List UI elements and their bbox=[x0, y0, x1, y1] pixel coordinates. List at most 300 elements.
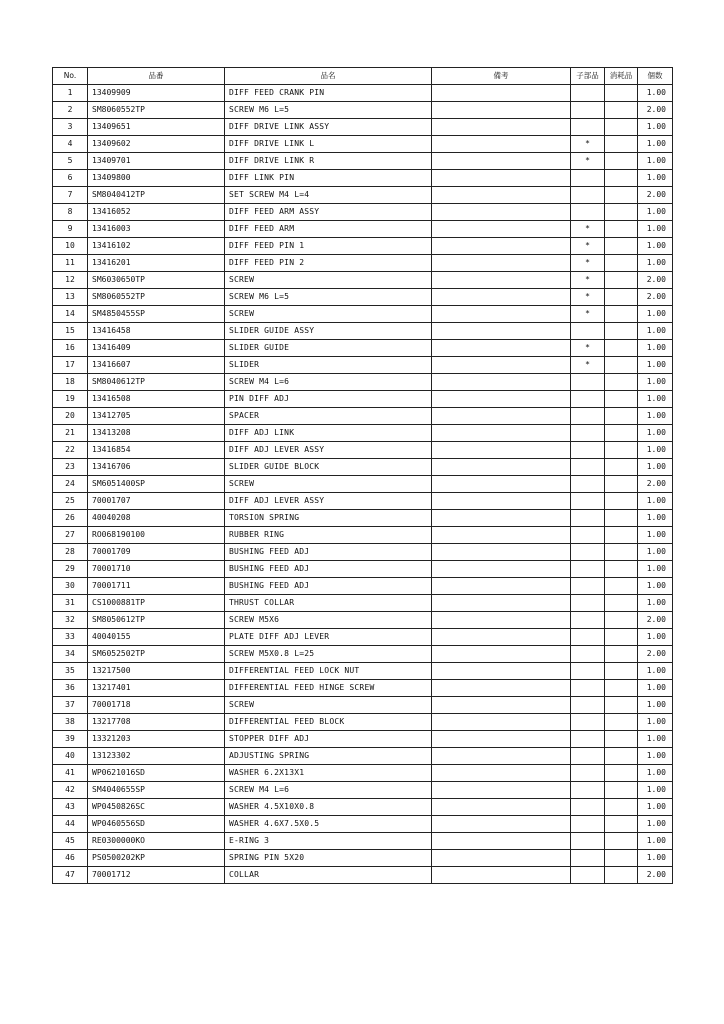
cell-part-name: BUSHING FEED ADJ bbox=[225, 578, 432, 595]
cell-quantity: 1.00 bbox=[638, 85, 673, 102]
cell-part-number: SM6030650TP bbox=[88, 272, 225, 289]
cell-consumable bbox=[605, 765, 638, 782]
cell-sub-part bbox=[571, 102, 605, 119]
cell-part-number: 70001712 bbox=[88, 867, 225, 884]
cell-quantity: 2.00 bbox=[638, 187, 673, 204]
cell-consumable bbox=[605, 306, 638, 323]
cell-sub-part bbox=[571, 714, 605, 731]
cell-quantity: 1.00 bbox=[638, 340, 673, 357]
cell-consumable bbox=[605, 850, 638, 867]
header-part-name: 品名 bbox=[225, 68, 432, 85]
cell-part-number: RO068190100 bbox=[88, 527, 225, 544]
table-row bbox=[53, 646, 673, 663]
cell-part-name: PIN DIFF ADJ bbox=[225, 391, 432, 408]
table-row bbox=[53, 748, 673, 765]
cell-quantity: 1.00 bbox=[638, 782, 673, 799]
cell-part-name: SLIDER GUIDE ASSY bbox=[225, 323, 432, 340]
cell-quantity: 2.00 bbox=[638, 289, 673, 306]
cell-part-number: SM8060552TP bbox=[88, 102, 225, 119]
cell-part-number: SM4040655SP bbox=[88, 782, 225, 799]
cell-no: 28 bbox=[53, 544, 88, 561]
cell-no: 18 bbox=[53, 374, 88, 391]
cell-part-number: 40040208 bbox=[88, 510, 225, 527]
cell-part-number: 13416607 bbox=[88, 357, 225, 374]
parts-list-table bbox=[52, 67, 673, 884]
table-row bbox=[53, 459, 673, 476]
cell-part-name: DIFF FEED ARM bbox=[225, 221, 432, 238]
table-row bbox=[53, 221, 673, 238]
cell-remarks bbox=[432, 306, 571, 323]
cell-sub-part bbox=[571, 323, 605, 340]
cell-part-number: SM8050612TP bbox=[88, 612, 225, 629]
cell-no: 11 bbox=[53, 255, 88, 272]
cell-remarks bbox=[432, 680, 571, 697]
header-consumable: 消耗品 bbox=[605, 68, 638, 85]
cell-quantity: 1.00 bbox=[638, 357, 673, 374]
cell-consumable bbox=[605, 799, 638, 816]
cell-part-number: 13413208 bbox=[88, 425, 225, 442]
cell-sub-part bbox=[571, 374, 605, 391]
cell-quantity: 1.00 bbox=[638, 850, 673, 867]
cell-remarks bbox=[432, 442, 571, 459]
cell-remarks bbox=[432, 850, 571, 867]
cell-remarks bbox=[432, 119, 571, 136]
cell-no: 25 bbox=[53, 493, 88, 510]
cell-consumable bbox=[605, 680, 638, 697]
cell-part-number: 40040155 bbox=[88, 629, 225, 646]
cell-consumable bbox=[605, 289, 638, 306]
cell-no: 39 bbox=[53, 731, 88, 748]
cell-sub-part bbox=[571, 748, 605, 765]
cell-part-name: BUSHING FEED ADJ bbox=[225, 544, 432, 561]
cell-sub-part bbox=[571, 85, 605, 102]
cell-consumable bbox=[605, 816, 638, 833]
table-row bbox=[53, 731, 673, 748]
cell-part-name: DIFF ADJ LINK bbox=[225, 425, 432, 442]
cell-sub-part bbox=[571, 731, 605, 748]
cell-part-name: TORSION SPRING bbox=[225, 510, 432, 527]
cell-part-number: 13123302 bbox=[88, 748, 225, 765]
cell-remarks bbox=[432, 578, 571, 595]
cell-sub-part bbox=[571, 663, 605, 680]
table-row bbox=[53, 578, 673, 595]
cell-remarks bbox=[432, 544, 571, 561]
cell-no: 17 bbox=[53, 357, 88, 374]
cell-remarks bbox=[432, 731, 571, 748]
cell-consumable bbox=[605, 153, 638, 170]
cell-part-name: SCREW M4 L=6 bbox=[225, 374, 432, 391]
cell-remarks bbox=[432, 255, 571, 272]
cell-remarks bbox=[432, 833, 571, 850]
table-row bbox=[53, 697, 673, 714]
cell-consumable bbox=[605, 459, 638, 476]
cell-consumable bbox=[605, 323, 638, 340]
cell-remarks bbox=[432, 204, 571, 221]
cell-part-name: SCREW bbox=[225, 476, 432, 493]
cell-part-name: E-RING 3 bbox=[225, 833, 432, 850]
cell-quantity: 1.00 bbox=[638, 663, 673, 680]
cell-no: 1 bbox=[53, 85, 88, 102]
cell-part-number: 13217401 bbox=[88, 680, 225, 697]
cell-part-name: SCREW M6 L=5 bbox=[225, 289, 432, 306]
cell-quantity: 2.00 bbox=[638, 612, 673, 629]
table-row bbox=[53, 629, 673, 646]
cell-part-name: SCREW M6 L=5 bbox=[225, 102, 432, 119]
cell-no: 40 bbox=[53, 748, 88, 765]
cell-sub-part bbox=[571, 476, 605, 493]
cell-consumable bbox=[605, 85, 638, 102]
cell-quantity: 1.00 bbox=[638, 170, 673, 187]
cell-consumable bbox=[605, 663, 638, 680]
table-row bbox=[53, 187, 673, 204]
cell-no: 32 bbox=[53, 612, 88, 629]
cell-quantity: 1.00 bbox=[638, 799, 673, 816]
cell-part-name: SCREW bbox=[225, 272, 432, 289]
cell-quantity: 2.00 bbox=[638, 476, 673, 493]
cell-consumable bbox=[605, 221, 638, 238]
cell-no: 9 bbox=[53, 221, 88, 238]
cell-part-number: 13321203 bbox=[88, 731, 225, 748]
cell-part-number: 13416854 bbox=[88, 442, 225, 459]
cell-quantity: 1.00 bbox=[638, 459, 673, 476]
cell-sub-part: * bbox=[571, 272, 605, 289]
cell-quantity: 1.00 bbox=[638, 221, 673, 238]
cell-quantity: 2.00 bbox=[638, 867, 673, 884]
cell-sub-part bbox=[571, 425, 605, 442]
cell-no: 20 bbox=[53, 408, 88, 425]
table-row bbox=[53, 408, 673, 425]
table-row bbox=[53, 816, 673, 833]
cell-part-number: 70001711 bbox=[88, 578, 225, 595]
cell-sub-part bbox=[571, 527, 605, 544]
cell-consumable bbox=[605, 731, 638, 748]
cell-remarks bbox=[432, 187, 571, 204]
cell-sub-part bbox=[571, 646, 605, 663]
table-row bbox=[53, 476, 673, 493]
cell-remarks bbox=[432, 374, 571, 391]
cell-consumable bbox=[605, 833, 638, 850]
cell-part-number: CS1000881TP bbox=[88, 595, 225, 612]
cell-quantity: 1.00 bbox=[638, 323, 673, 340]
cell-sub-part bbox=[571, 561, 605, 578]
table-row bbox=[53, 85, 673, 102]
table-row bbox=[53, 561, 673, 578]
cell-quantity: 1.00 bbox=[638, 510, 673, 527]
cell-part-name: SCREW M5X6 bbox=[225, 612, 432, 629]
cell-sub-part: * bbox=[571, 357, 605, 374]
cell-part-number: WP0460556SD bbox=[88, 816, 225, 833]
cell-no: 5 bbox=[53, 153, 88, 170]
table-row bbox=[53, 340, 673, 357]
table-row bbox=[53, 306, 673, 323]
cell-remarks bbox=[432, 357, 571, 374]
cell-part-name: SLIDER GUIDE bbox=[225, 340, 432, 357]
cell-part-number: 13409909 bbox=[88, 85, 225, 102]
cell-no: 15 bbox=[53, 323, 88, 340]
cell-consumable bbox=[605, 204, 638, 221]
cell-no: 19 bbox=[53, 391, 88, 408]
table-row bbox=[53, 289, 673, 306]
table-row bbox=[53, 833, 673, 850]
cell-no: 22 bbox=[53, 442, 88, 459]
header-quantity: 個数 bbox=[638, 68, 673, 85]
cell-remarks bbox=[432, 493, 571, 510]
cell-sub-part bbox=[571, 816, 605, 833]
cell-consumable bbox=[605, 595, 638, 612]
cell-part-name: RUBBER RING bbox=[225, 527, 432, 544]
cell-sub-part bbox=[571, 612, 605, 629]
cell-consumable bbox=[605, 612, 638, 629]
cell-part-number: 13412705 bbox=[88, 408, 225, 425]
cell-remarks bbox=[432, 765, 571, 782]
cell-quantity: 1.00 bbox=[638, 544, 673, 561]
cell-consumable bbox=[605, 136, 638, 153]
cell-consumable bbox=[605, 442, 638, 459]
cell-sub-part bbox=[571, 459, 605, 476]
cell-sub-part: * bbox=[571, 153, 605, 170]
cell-part-name: SET SCREW M4 L=4 bbox=[225, 187, 432, 204]
cell-remarks bbox=[432, 85, 571, 102]
cell-no: 7 bbox=[53, 187, 88, 204]
cell-quantity: 1.00 bbox=[638, 527, 673, 544]
cell-part-name: SCREW M4 L=6 bbox=[225, 782, 432, 799]
cell-sub-part: * bbox=[571, 255, 605, 272]
cell-no: 14 bbox=[53, 306, 88, 323]
cell-remarks bbox=[432, 340, 571, 357]
cell-consumable bbox=[605, 357, 638, 374]
cell-sub-part bbox=[571, 799, 605, 816]
cell-consumable bbox=[605, 391, 638, 408]
cell-no: 8 bbox=[53, 204, 88, 221]
cell-consumable bbox=[605, 476, 638, 493]
cell-quantity: 1.00 bbox=[638, 391, 673, 408]
cell-consumable bbox=[605, 714, 638, 731]
cell-part-number: 13416201 bbox=[88, 255, 225, 272]
cell-sub-part: * bbox=[571, 306, 605, 323]
table-row bbox=[53, 680, 673, 697]
table-row bbox=[53, 765, 673, 782]
cell-part-number: 70001718 bbox=[88, 697, 225, 714]
cell-part-number: WP0621016SD bbox=[88, 765, 225, 782]
table-row bbox=[53, 272, 673, 289]
header-sub-part: 子部品 bbox=[571, 68, 605, 85]
cell-no: 6 bbox=[53, 170, 88, 187]
cell-consumable bbox=[605, 102, 638, 119]
cell-no: 38 bbox=[53, 714, 88, 731]
cell-no: 30 bbox=[53, 578, 88, 595]
cell-quantity: 1.00 bbox=[638, 153, 673, 170]
cell-consumable bbox=[605, 340, 638, 357]
cell-sub-part: * bbox=[571, 289, 605, 306]
cell-remarks bbox=[432, 782, 571, 799]
cell-sub-part bbox=[571, 765, 605, 782]
cell-no: 26 bbox=[53, 510, 88, 527]
cell-part-name: DIFF DRIVE LINK R bbox=[225, 153, 432, 170]
cell-part-number: 13409701 bbox=[88, 153, 225, 170]
cell-quantity: 1.00 bbox=[638, 408, 673, 425]
cell-consumable bbox=[605, 561, 638, 578]
cell-quantity: 1.00 bbox=[638, 238, 673, 255]
cell-sub-part bbox=[571, 493, 605, 510]
cell-sub-part bbox=[571, 442, 605, 459]
cell-part-number: SM4850455SP bbox=[88, 306, 225, 323]
header-no: No. bbox=[53, 68, 88, 85]
table-row bbox=[53, 119, 673, 136]
cell-consumable bbox=[605, 408, 638, 425]
cell-quantity: 1.00 bbox=[638, 561, 673, 578]
cell-no: 4 bbox=[53, 136, 88, 153]
cell-consumable bbox=[605, 646, 638, 663]
cell-sub-part bbox=[571, 187, 605, 204]
cell-remarks bbox=[432, 170, 571, 187]
cell-no: 41 bbox=[53, 765, 88, 782]
cell-quantity: 1.00 bbox=[638, 714, 673, 731]
cell-quantity: 1.00 bbox=[638, 629, 673, 646]
cell-quantity: 1.00 bbox=[638, 374, 673, 391]
header-part-number: 品番 bbox=[88, 68, 225, 85]
cell-quantity: 1.00 bbox=[638, 748, 673, 765]
cell-consumable bbox=[605, 578, 638, 595]
cell-part-number: 13217500 bbox=[88, 663, 225, 680]
cell-quantity: 1.00 bbox=[638, 425, 673, 442]
cell-remarks bbox=[432, 612, 571, 629]
cell-part-name: DIFF FEED ARM ASSY bbox=[225, 204, 432, 221]
cell-sub-part bbox=[571, 408, 605, 425]
cell-consumable bbox=[605, 544, 638, 561]
cell-consumable bbox=[605, 272, 638, 289]
cell-remarks bbox=[432, 102, 571, 119]
cell-part-name: SPRING PIN 5X20 bbox=[225, 850, 432, 867]
cell-part-number: 13416003 bbox=[88, 221, 225, 238]
cell-sub-part bbox=[571, 595, 605, 612]
cell-part-name: STOPPER DIFF ADJ bbox=[225, 731, 432, 748]
cell-part-number: 70001707 bbox=[88, 493, 225, 510]
cell-no: 43 bbox=[53, 799, 88, 816]
cell-sub-part bbox=[571, 697, 605, 714]
cell-part-number: SM6051400SP bbox=[88, 476, 225, 493]
cell-remarks bbox=[432, 663, 571, 680]
cell-no: 35 bbox=[53, 663, 88, 680]
cell-part-name: DIFF FEED PIN 2 bbox=[225, 255, 432, 272]
cell-no: 44 bbox=[53, 816, 88, 833]
cell-quantity: 1.00 bbox=[638, 697, 673, 714]
cell-quantity: 1.00 bbox=[638, 204, 673, 221]
cell-remarks bbox=[432, 408, 571, 425]
cell-no: 36 bbox=[53, 680, 88, 697]
cell-no: 27 bbox=[53, 527, 88, 544]
cell-remarks bbox=[432, 476, 571, 493]
table-row bbox=[53, 595, 673, 612]
cell-consumable bbox=[605, 255, 638, 272]
cell-part-number: 13409800 bbox=[88, 170, 225, 187]
table-row bbox=[53, 782, 673, 799]
cell-consumable bbox=[605, 187, 638, 204]
table-row bbox=[53, 850, 673, 867]
cell-part-number: WP0450826SC bbox=[88, 799, 225, 816]
cell-consumable bbox=[605, 748, 638, 765]
cell-no: 13 bbox=[53, 289, 88, 306]
table-row bbox=[53, 544, 673, 561]
cell-consumable bbox=[605, 782, 638, 799]
cell-part-number: SM6052502TP bbox=[88, 646, 225, 663]
cell-no: 29 bbox=[53, 561, 88, 578]
cell-quantity: 2.00 bbox=[638, 646, 673, 663]
table-row bbox=[53, 374, 673, 391]
cell-part-name: SLIDER bbox=[225, 357, 432, 374]
cell-part-name: WASHER 4.6X7.5X0.5 bbox=[225, 816, 432, 833]
cell-remarks bbox=[432, 646, 571, 663]
cell-no: 46 bbox=[53, 850, 88, 867]
cell-remarks bbox=[432, 459, 571, 476]
cell-sub-part: * bbox=[571, 340, 605, 357]
cell-quantity: 1.00 bbox=[638, 442, 673, 459]
cell-part-name: DIFF DRIVE LINK L bbox=[225, 136, 432, 153]
cell-part-number: 13416458 bbox=[88, 323, 225, 340]
cell-remarks bbox=[432, 714, 571, 731]
cell-consumable bbox=[605, 527, 638, 544]
cell-part-number: RE0300000KO bbox=[88, 833, 225, 850]
table-row bbox=[53, 136, 673, 153]
cell-remarks bbox=[432, 697, 571, 714]
cell-sub-part bbox=[571, 391, 605, 408]
cell-consumable bbox=[605, 425, 638, 442]
cell-quantity: 1.00 bbox=[638, 306, 673, 323]
cell-quantity: 2.00 bbox=[638, 272, 673, 289]
cell-no: 24 bbox=[53, 476, 88, 493]
cell-part-name: SCREW bbox=[225, 697, 432, 714]
table-header-row bbox=[53, 68, 673, 85]
table-row bbox=[53, 357, 673, 374]
cell-quantity: 1.00 bbox=[638, 833, 673, 850]
cell-remarks bbox=[432, 595, 571, 612]
cell-consumable bbox=[605, 119, 638, 136]
table-row bbox=[53, 663, 673, 680]
cell-part-name: SPACER bbox=[225, 408, 432, 425]
cell-part-number: 13217708 bbox=[88, 714, 225, 731]
cell-quantity: 1.00 bbox=[638, 731, 673, 748]
cell-remarks bbox=[432, 153, 571, 170]
cell-no: 37 bbox=[53, 697, 88, 714]
cell-part-name: DIFF LINK PIN bbox=[225, 170, 432, 187]
table-row bbox=[53, 238, 673, 255]
table-row bbox=[53, 255, 673, 272]
cell-part-name: PLATE DIFF ADJ LEVER bbox=[225, 629, 432, 646]
cell-part-name: WASHER 4.5X10X0.8 bbox=[225, 799, 432, 816]
cell-no: 45 bbox=[53, 833, 88, 850]
cell-part-number: 13409651 bbox=[88, 119, 225, 136]
cell-part-number: 13416052 bbox=[88, 204, 225, 221]
cell-remarks bbox=[432, 136, 571, 153]
cell-quantity: 1.00 bbox=[638, 680, 673, 697]
cell-part-number: SM8060552TP bbox=[88, 289, 225, 306]
cell-remarks bbox=[432, 272, 571, 289]
table-row bbox=[53, 153, 673, 170]
table-row bbox=[53, 102, 673, 119]
cell-sub-part bbox=[571, 782, 605, 799]
cell-part-name: DIFFERENTIAL FEED HINGE SCREW bbox=[225, 680, 432, 697]
table-row bbox=[53, 714, 673, 731]
cell-remarks bbox=[432, 561, 571, 578]
cell-part-name: SCREW M5X0.8 L=25 bbox=[225, 646, 432, 663]
cell-remarks bbox=[432, 748, 571, 765]
cell-sub-part bbox=[571, 850, 605, 867]
cell-no: 12 bbox=[53, 272, 88, 289]
cell-part-name: DIFFERENTIAL FEED BLOCK bbox=[225, 714, 432, 731]
table-row bbox=[53, 612, 673, 629]
cell-consumable bbox=[605, 697, 638, 714]
cell-sub-part: * bbox=[571, 238, 605, 255]
cell-consumable bbox=[605, 374, 638, 391]
